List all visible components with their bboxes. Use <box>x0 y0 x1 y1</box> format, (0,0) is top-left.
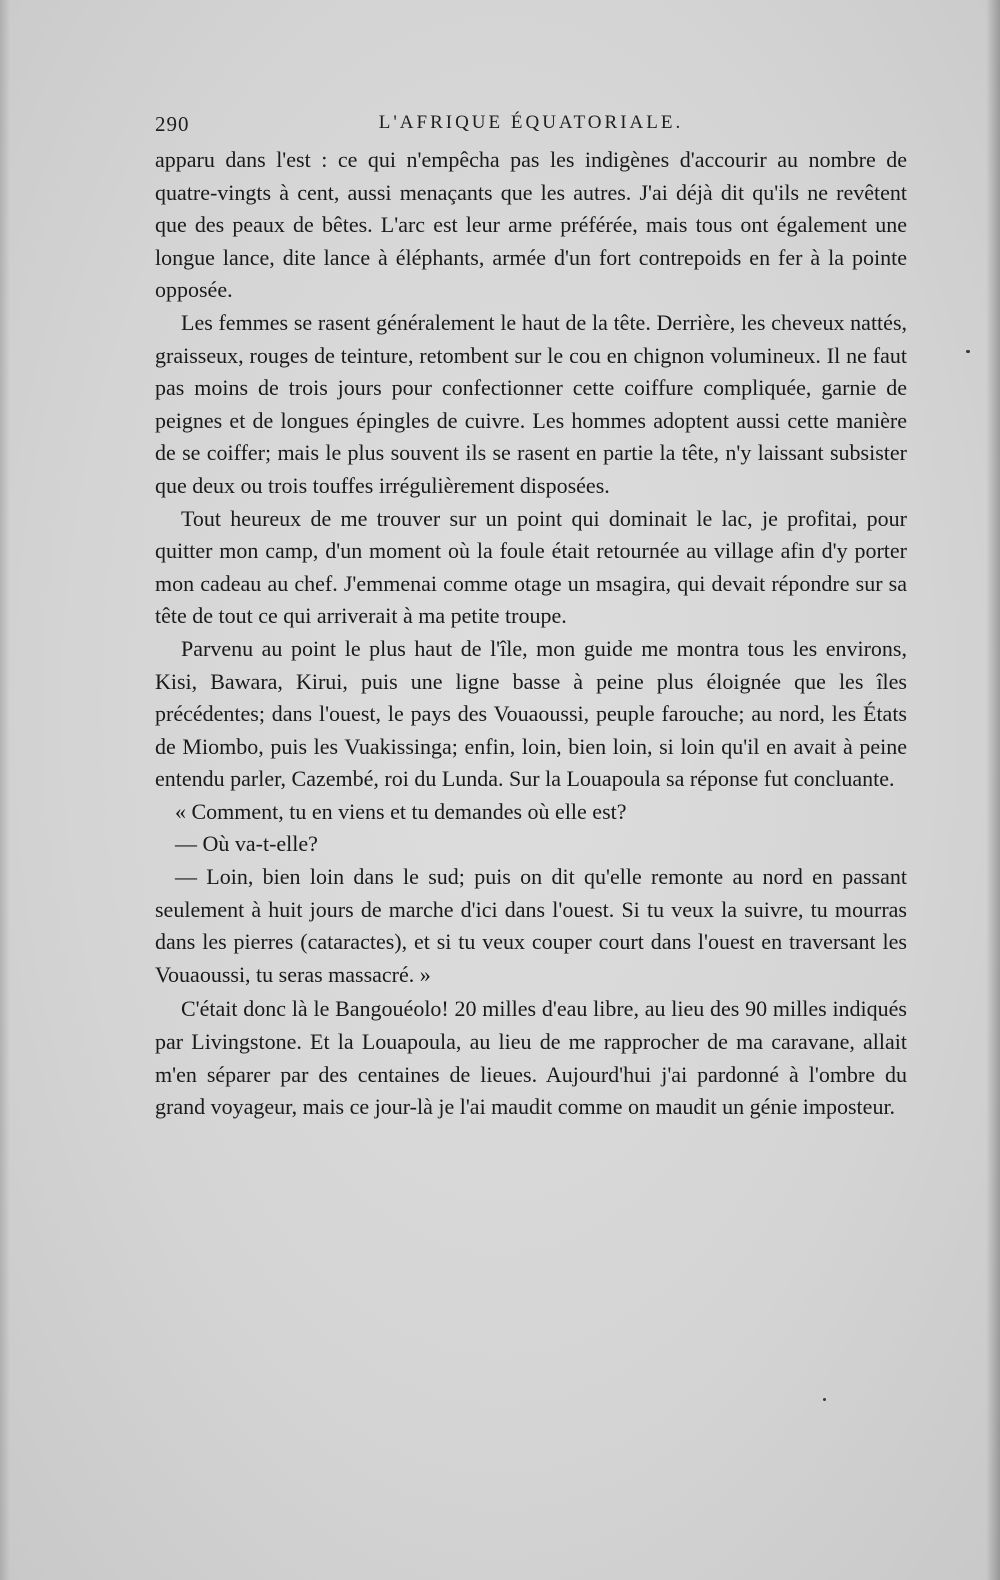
ink-speck <box>966 350 970 353</box>
paragraph-4: Parvenu au point le plus haut de l'île, mon guide me montra tous les environs, Kisi, Bawara, Kirui, puis une ligne basse à peine plus éloignée que les îles précédentes; dans l'ouest, le pays des Vouaoussi, peuple farouche; au nord, les États de Miombo, puis les Vuakissinga; enfin, loin, bien loin, si loin qu'il en avait à peine entendu parler, Cazembé, roi du Lunda. Sur la Louapoula sa réponse fut concluante. <box>155 635 907 792</box>
running-head <box>155 112 907 142</box>
page-shadow-right <box>986 0 1000 1580</box>
body-text <box>155 144 907 1124</box>
dialog-reply-long: — Loin, bien loin dans le sud; puis on dit qu'elle remonte au nord en passant seulement à huit jours de marche d'ici dans l'ouest. Si tu veux la suivre, tu mourras dans les pierres (cataractes), et si tu veux couper court dans l'ouest en traversant les Vouaoussi, tu seras massacré. » <box>155 864 907 987</box>
header-title: L'AFRIQUE ÉQUATORIALE. <box>378 112 684 133</box>
paragraph-2: Les femmes se rasent généralement le haut de la tête. Derrière, les cheveux nattés, graisseux, rouges de teinture, retombent sur le cou en chignon volumineux. Il ne faut pas moins de trois jours pour confectionner cette coiffure compliquée, garnie de peignes et de longues épingles de cuivre. Les hommes adoptent aussi cette manière de se coiffer; mais le plus souvent ils se rasent en partie la tête, n'y laissant subsister que deux ou trois touffes irrégulièrement disposées. <box>155 309 907 498</box>
page-shadow-left <box>0 0 10 1580</box>
paragraph-3: Tout heureux de me trouver sur un point qui dominait le lac, je profitai, pour quitter mon camp, d'un moment où la foule était retournée au village afin d'y porter mon cadeau au chef. J'emmenai comme otage un msagira, qui devait répondre sur sa tête de tout ce qui arriverait à ma petite troupe. <box>155 505 907 629</box>
dialog-question: « Comment, tu en viens et tu demandes où elle est? <box>175 798 627 824</box>
ink-speck <box>823 1398 826 1401</box>
dialog-reply-short: — Où va-t-elle? <box>175 831 318 857</box>
paragraph-final: C'était donc là le Bangouéolo! 20 milles d'eau libre, au lieu des 90 milles indiqués par Livingstone. Et la Louapoula, au lieu de me rapprocher de ma caravane, allait m'en séparer par des centaines de lieues. Aujourd'hui j'ai pardonné à l'ombre du grand voyageur, mais ce jour-là je l'ai maudit comme on maudit un génie imposteur. <box>155 996 907 1120</box>
paragraph-1: apparu dans l'est : ce qui n'empêcha pas les indigènes d'accourir au nombre de quatre-vingts à cent, aussi menaçants que les autres. J'ai déjà dit qu'ils ne revêtent que des peaux de bêtes. L'arc est leur arme préférée, mais tous ont également une longue lance, dite lance à éléphants, armée d'un fort contrepoids en fer à la pointe opposée. <box>155 147 907 303</box>
page-number: 290 <box>155 112 190 136</box>
